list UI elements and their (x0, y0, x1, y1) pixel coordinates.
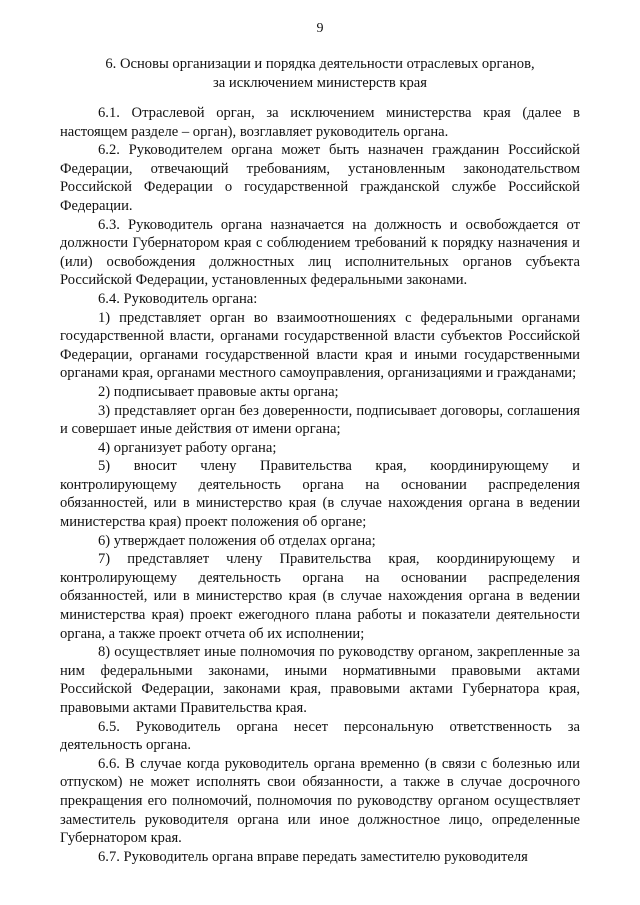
list-item-4: 4) организует работу органа; (98, 439, 277, 456)
paragraph-6-6: 6.6. В случае когда руководитель органа временно (в связи с болезнью или отпуском) не может исполнять свои обязанности, а также в случае досрочного прекращения его полномочий, полномочия по руководству органом осуществляет заместитель руководителя органа или иное должностное лицо, определенные Губернатором края. (60, 755, 580, 847)
paragraph-6-3: 6.3. Руководитель органа назначается на должность и освобождается от должности Губернатором края с соблюдением требований к порядку назначения и (или) освобождения должностных лиц исполнительных органов субъекта Российской Федерации, установленных федеральными законами. (60, 216, 580, 289)
page-number: 9 (316, 21, 324, 36)
list-item-2: 2) подписывает правовые акты органа; (98, 383, 339, 400)
paragraph-6-4: 6.4. Руководитель органа: (98, 290, 258, 307)
list-item-8: 8) осуществляет иные полномочия по руководству органом, закрепленные за ним федеральными законами, иными нормативными правовыми актами Российской Федерации, законами края, правовыми актами Губернатора края, правовыми актами Правительства края. (60, 644, 580, 716)
paragraph-6-1: 6.1. Отраслевой орган, за исключением министерства края (далее в настоящем разделе – орган), возглавляет руководитель органа. (60, 105, 580, 140)
list-item-3: 3) представляет орган без доверенности, подписывает договоры, соглашения и совершает иные действия от имени органа; (60, 402, 580, 438)
list-item-6: 6) утверждает положения об отделах органа; (98, 532, 376, 549)
document-body (60, 104, 580, 866)
list-item-5: 5) вносит члену Правительства края, координирующему и контролирующему деятельность органа на основании распределения обязанностей, или в министерство края (в случае нахождения органа в ведении министерства края) проект положения об органе; (60, 458, 580, 531)
paragraph-6-5: 6.5. Руководитель органа несет персональную ответственность за деятельность органа. (60, 718, 580, 754)
paragraph-6-2: 6.2. Руководителем органа может быть назначен гражданин Российской Федерации, отвечающий требованиям, установленным законодательством Российской Федерации о государственной гражданской службе Российской Федерации. (60, 142, 580, 214)
section-heading-line-1: 6. Основы организации и порядка деятельности отраслевых органов, (105, 56, 535, 72)
section-heading-line-2: за исключением министерств края (213, 75, 427, 91)
section-heading (60, 55, 580, 93)
paragraph-6-7: 6.7. Руководитель органа вправе передать заместителю руководителя (98, 848, 528, 865)
list-item-7: 7) представляет члену Правительства края, координирующему и контролирующему деятельность органа на основании распределения обязанностей, или в министерство края (в случае нахождения органа в ведении министерства края) проект ежегодного плана работы и показатели деятельности органа, а также проект отчета об их исполнении; (60, 551, 580, 642)
list-item-1: 1) представляет орган во взаимоотношениях с федеральными органами государственной власти, органами государственной власти субъектов Российской Федерации, органами государственной власти края и иными государственными органами края, органами местного самоуправления, организациями и гражданами; (60, 309, 580, 382)
